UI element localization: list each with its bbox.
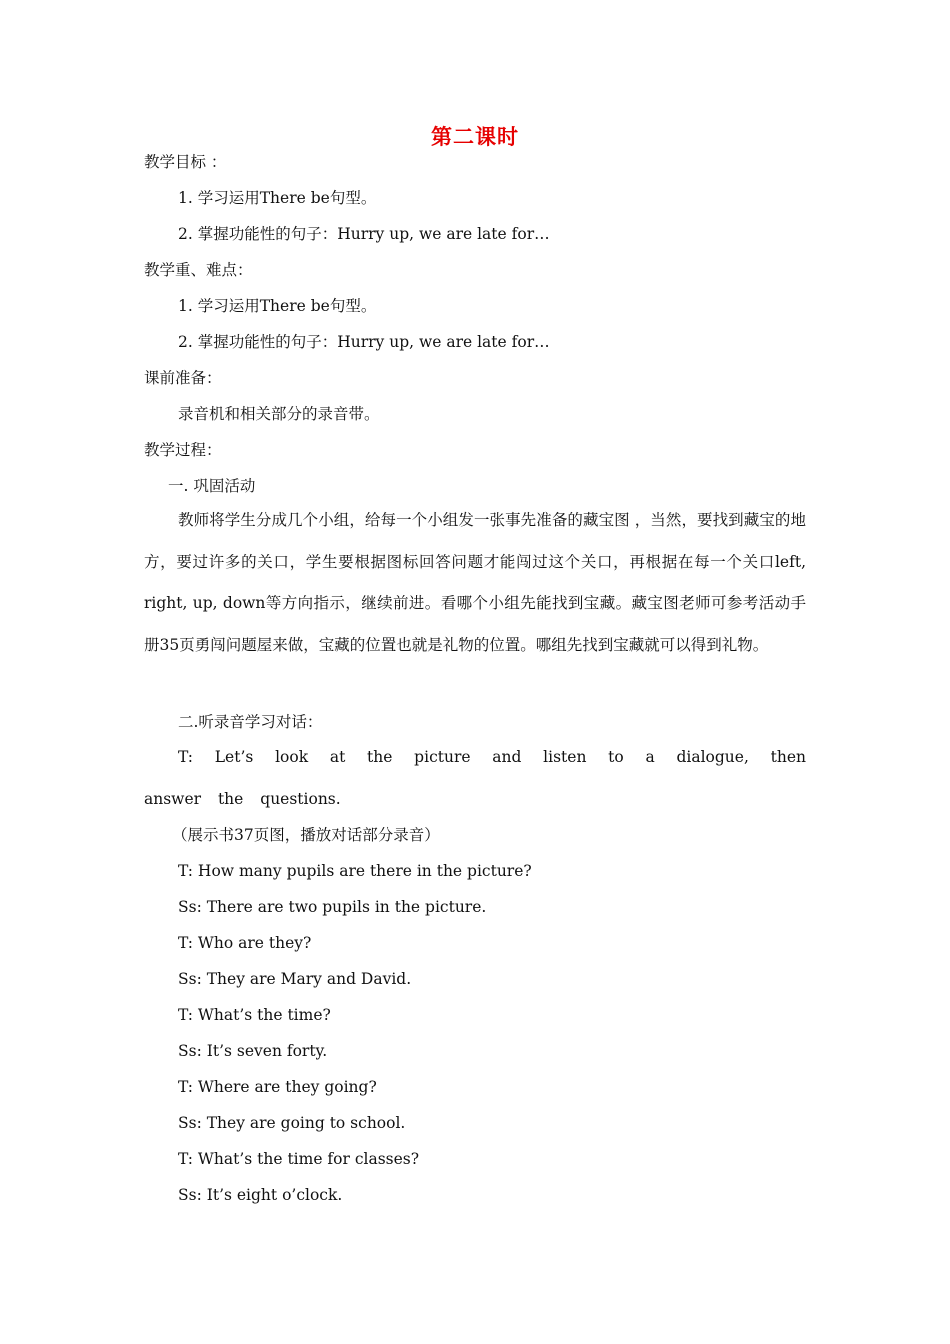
- key-points-heading: 教学重、难点：: [144, 261, 253, 279]
- preparation-text: 录音机和相关部分的录音带。: [178, 405, 380, 423]
- objective-item-2: 2. 掌握功能性的句子：Hurry up, we are late for…: [178, 225, 550, 243]
- key-point-item-2: 2. 掌握功能性的句子：Hurry up, we are late for…: [178, 333, 550, 351]
- step1-paragraph: 教师将学生分成几个小组，给每一个小组发一张事先准备的藏宝图 ，当然，要找到藏宝的地方，要过许多的关口，学生要根据图标回答问题才能闯过这个关口，再根据在每一个关口left, right, up, down等方向指示，继续前进。看哪个小组先能找到宝藏。藏宝图老师可参考活动手册35页勇闯问题屋来做，宝藏的位置也就是礼物的位置。哪组先找到宝藏就可以得到礼物。: [144, 511, 806, 654]
- objectives-heading: 教学目标 ：: [144, 153, 227, 171]
- key-point-item-1: 1. 学习运用There be句型。: [178, 297, 377, 315]
- page-title: 第二课时: [431, 125, 519, 149]
- dialogue-line-9: T: What’s the time for classes?: [178, 1150, 420, 1168]
- step2-heading: 二.听录音学习对话：: [178, 713, 323, 731]
- process-heading: 教学过程：: [144, 441, 222, 459]
- dialogue-line-3: T: Who are they?: [178, 934, 312, 952]
- preparation-heading: 课前准备：: [144, 369, 222, 387]
- dialogue-line-2: Ss: There are two pupils in the picture.: [178, 898, 487, 916]
- dialogue-line-4: Ss: They are Mary and David.: [178, 970, 412, 988]
- dialogue-line-1: T: How many pupils are there in the picture?: [178, 862, 532, 880]
- dialogue-line-7: T: Where are they going?: [178, 1078, 377, 1096]
- dialogue-line-8: Ss: They are going to school.: [178, 1114, 406, 1132]
- step2-intro-paragraph: T: Let’s look at the picture and listen to a dialogue, then answer the questions.: [144, 748, 806, 808]
- objective-item-1: 1. 学习运用There be句型。: [178, 189, 377, 207]
- dialogue-line-5: T: What’s the time?: [178, 1006, 331, 1024]
- dialogue-line-6: Ss: It’s seven forty.: [178, 1042, 328, 1060]
- step1-heading: 一. 巩固活动: [168, 477, 256, 495]
- teaching-note: （展示书37页图，播放对话部分录音）: [172, 826, 440, 844]
- dialogue-line-10: Ss: It’s eight o’clock.: [178, 1186, 343, 1204]
